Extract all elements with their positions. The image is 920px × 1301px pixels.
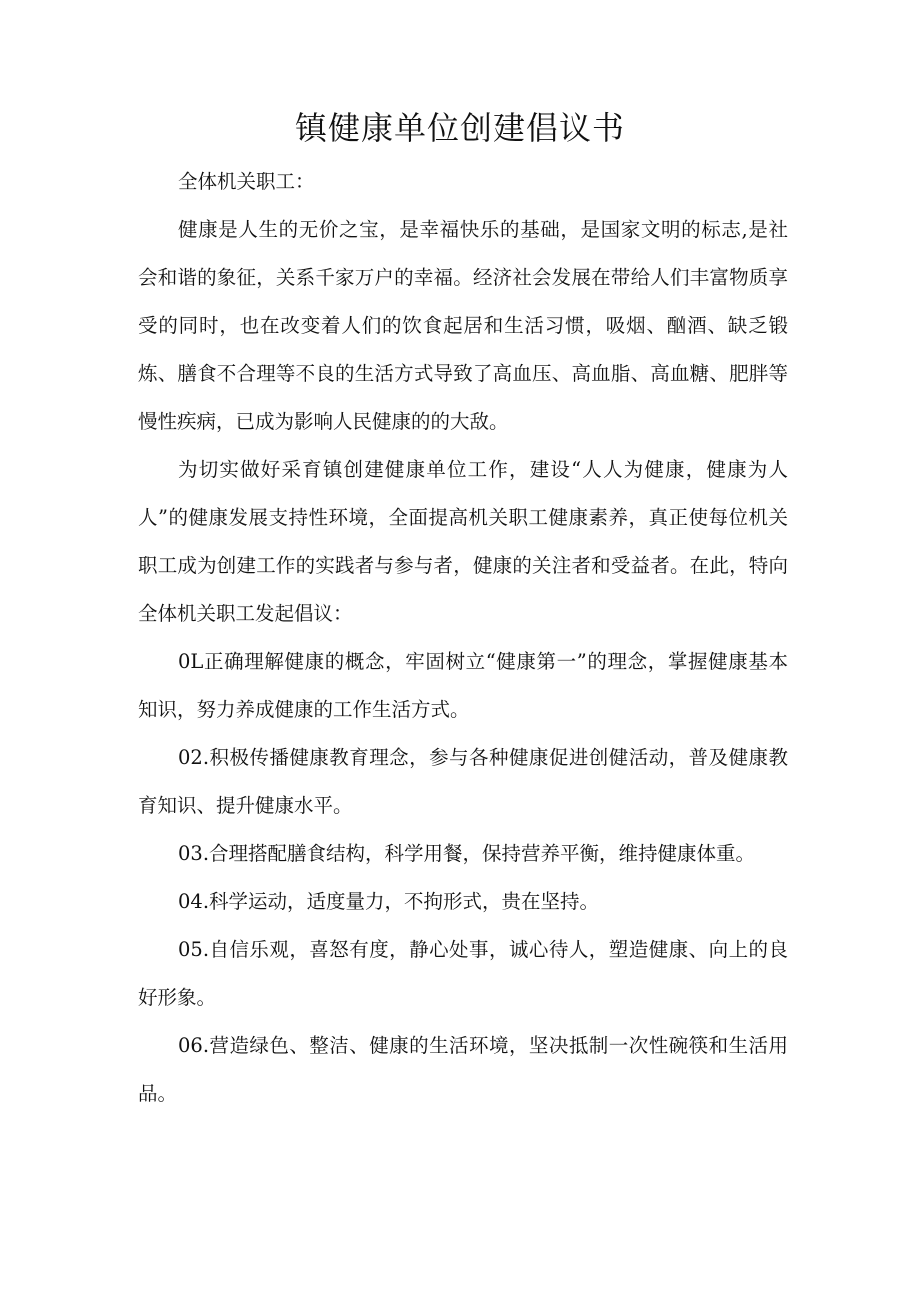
proposal-item-02: 02.积极传播健康教育理念，参与各种健康促进创健活动，普及健康教育知识、提升健康水平。 [138, 746, 788, 817]
document-body [138, 158, 788, 1118]
document-title: 镇健康单位创建倡议书 [294, 109, 625, 147]
proposal-item-04: 04.科学运动，适度量力，不拘形式，贵在坚持。 [178, 890, 600, 913]
greeting: 全体机关职工： [178, 170, 315, 193]
proposal-item-01: 0L正确理解健康的概念，牢固树立“健康第一”的理念，掌握健康基本知识，努力养成健康的工作生活方式。 [138, 650, 788, 721]
proposal-item-06: 06.营造绿色、整洁、健康的生活环境，坚决抵制一次性碗筷和生活用品。 [138, 1034, 788, 1105]
paragraph-initiative: 为切实做好采育镇创建健康单位工作，建设“人人为健康，健康为人人”的健康发展支持性环境，全面提高机关职工健康素养，真正使每位机关职工成为创建工作的实践者与参与者，健康的关注者和受益者。在此，特向全体机关职工发起倡议： [138, 458, 788, 625]
paragraph-intro: 健康是人生的无价之宝，是幸福快乐的基础，是国家文明的标志,是社会和谐的象征，关系千家万户的幸福。经济社会发展在带给人们丰富物质享受的同时，也在改变着人们的饮食起居和生活习惯，吸烟、酗酒、缺乏锻炼、膳食不合理等不良的生活方式导致了高血压、高血脂、高血糖、肥胖等慢性疾病，已成为影响人民健康的的大敌。 [138, 218, 788, 433]
proposal-item-05: 05.自信乐观，喜怒有度，静心处事，诚心待人，塑造健康、向上的良好形象。 [138, 938, 788, 1009]
proposal-item-03: 03.合理搭配膳食结构，科学用餐，保持营养平衡，维持健康体重。 [178, 842, 756, 865]
